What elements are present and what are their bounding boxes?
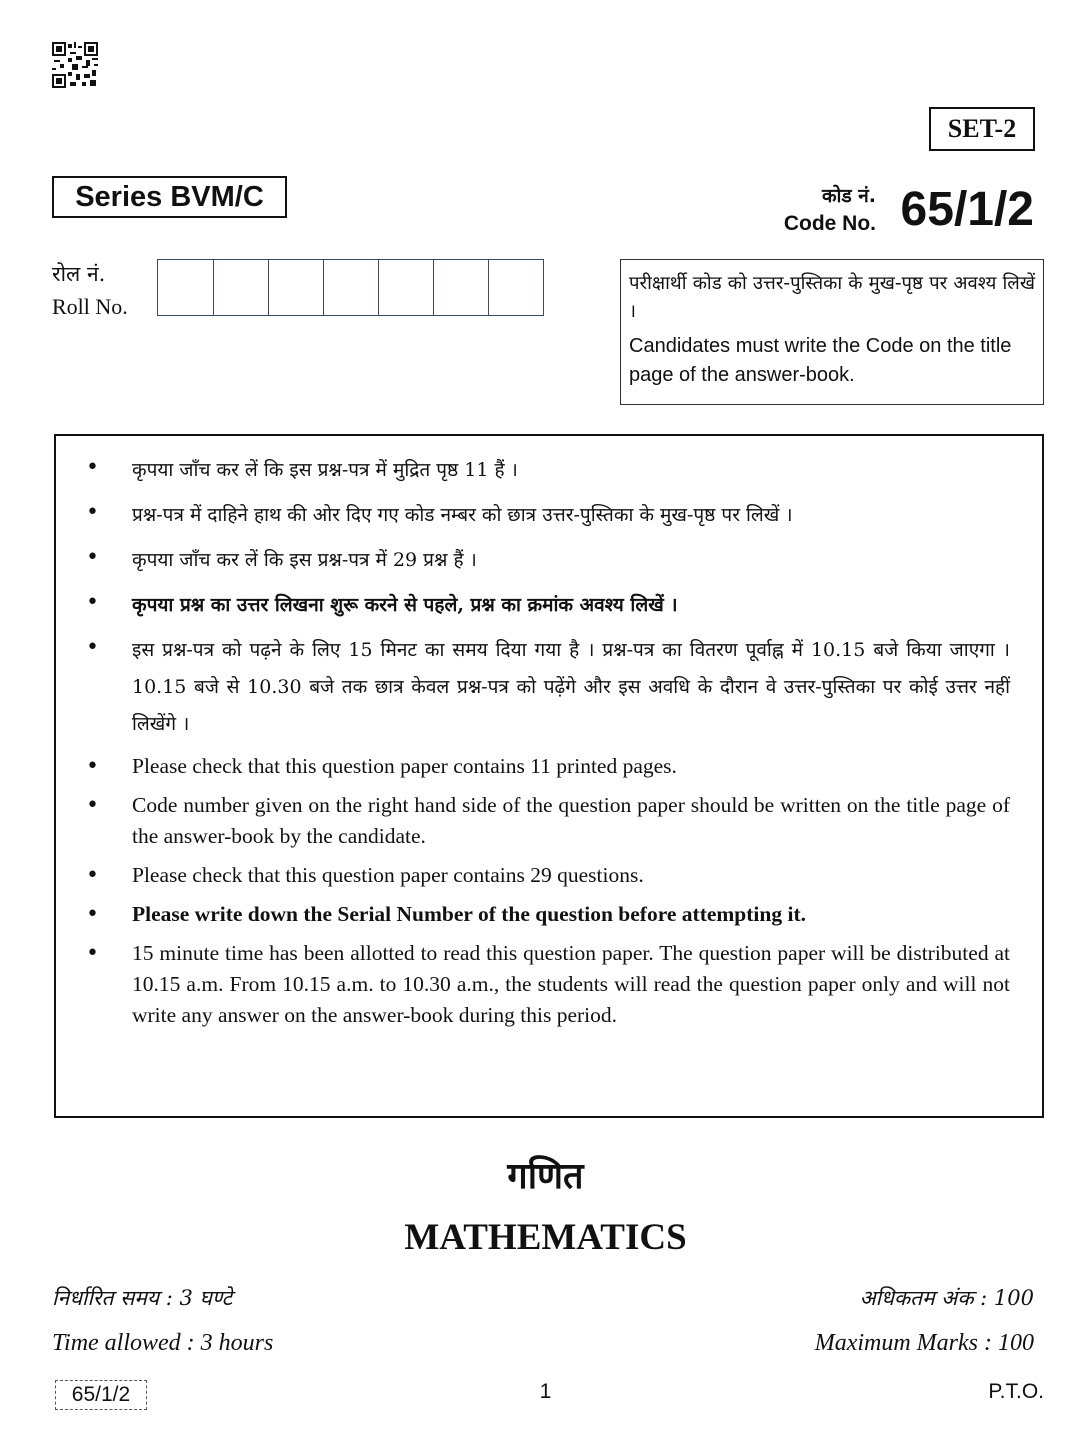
roll-digit-box[interactable] bbox=[268, 260, 323, 315]
roll-label-english: Roll No. bbox=[52, 294, 128, 319]
instruction-text: इस प्रश्न-पत्र को पढ़ने के लिए 15 मिनट का समय दिया गया है । प्रश्न-पत्र का वितरण पूर्वाह्न में 10.15 बजे किया जाएगा । 10.15 बजे से 10.30 बजे तक छात्र केवल प्रश्न-पत्र को पढ़ेंगे और इस अवधि के दौरान वे उत्तर-पुस्तिका पर कोई उत्तर नहीं लिखेंगे । bbox=[132, 639, 1010, 735]
bullet-icon: • bbox=[86, 754, 99, 779]
instructions-box bbox=[54, 434, 1044, 1118]
instruction-item bbox=[86, 587, 1010, 624]
footer-code: 65/1/2 bbox=[55, 1380, 147, 1410]
page-number: 1 bbox=[539, 1380, 552, 1403]
time-allowed-hindi: निर्धारित समय : 3 घण्टे bbox=[52, 1286, 233, 1310]
bullet-icon: • bbox=[86, 863, 99, 888]
bullet-icon: • bbox=[86, 590, 99, 615]
instruction-item bbox=[86, 790, 1010, 852]
bullet-icon: • bbox=[86, 635, 99, 660]
roll-digit-box[interactable] bbox=[488, 260, 543, 315]
bullet-icon: • bbox=[86, 941, 99, 966]
code-label-hindi: कोड नं. bbox=[821, 185, 876, 207]
instruction-text: कृपया जाँच कर लें कि इस प्रश्न-पत्र में 29 प्रश्न हैं । bbox=[132, 549, 477, 571]
bullet-icon: • bbox=[86, 455, 99, 480]
instruction-item bbox=[86, 632, 1010, 743]
roll-digit-box[interactable] bbox=[323, 260, 378, 315]
maximum-marks-hindi: अधिकतम अंक : 100 bbox=[859, 1286, 1034, 1310]
instruction-text: 15 minute time has been allotted to read this question paper. The question paper will be distributed at 10.15 a.m. From 10.15 a.m. to 10.30 a.m., the students will read the question paper only and will not write any answer on the answer-book during this period. bbox=[132, 941, 1010, 1027]
time-allowed-english: Time allowed : 3 hours bbox=[52, 1330, 274, 1356]
instruction-text: प्रश्न-पत्र में दाहिने हाथ की ओर दिए गए कोड नम्बर को छात्र उत्तर-पुस्तिका के मुख-पृष्ठ पर लिखें । bbox=[132, 504, 793, 526]
qr-code bbox=[52, 42, 98, 88]
instruction-text: Please check that this question paper contains 11 printed pages. bbox=[132, 754, 677, 778]
instruction-item bbox=[86, 542, 1010, 579]
roll-label-hindi: रोल नं. bbox=[52, 262, 106, 286]
subject-title-hindi: गणित bbox=[507, 1156, 584, 1197]
bullet-icon: • bbox=[86, 545, 99, 570]
maximum-marks-english: Maximum Marks : 100 bbox=[814, 1330, 1034, 1356]
instruction-item bbox=[86, 751, 1010, 782]
instruction-item bbox=[86, 899, 1010, 930]
roll-digit-box[interactable] bbox=[213, 260, 268, 315]
bullet-icon: • bbox=[86, 902, 99, 927]
code-instruction-box bbox=[620, 259, 1044, 405]
instruction-item bbox=[86, 497, 1010, 534]
instruction-text: Please write down the Serial Number of the question before attempting it. bbox=[132, 902, 806, 926]
instructions-list bbox=[86, 452, 1010, 1031]
roll-digit-box[interactable] bbox=[158, 260, 213, 315]
set-label: SET-2 bbox=[929, 107, 1035, 151]
code-label-english: Code No. bbox=[783, 212, 876, 235]
code-number: 65/1/2 bbox=[900, 183, 1034, 236]
instruction-text: Please check that this question paper contains 29 questions. bbox=[132, 863, 644, 887]
instruction-item bbox=[86, 860, 1010, 891]
roll-digit-box[interactable] bbox=[433, 260, 488, 315]
series-label: Series BVM/C bbox=[52, 176, 287, 218]
instruction-text: कृपया प्रश्न का उत्तर लिखना शुरू करने से पहले, प्रश्न का क्रमांक अवश्य लिखें । bbox=[132, 594, 678, 616]
roll-digit-box[interactable] bbox=[378, 260, 433, 315]
instruction-item bbox=[86, 938, 1010, 1031]
subject-title-english: MATHEMATICS bbox=[404, 1217, 687, 1258]
code-instruction-english: Candidates must write the Code on the title page of the answer-book. bbox=[629, 335, 1012, 386]
instruction-item bbox=[86, 452, 1010, 489]
instruction-text: कृपया जाँच कर लें कि इस प्रश्न-पत्र में मुद्रित पृष्ठ 11 हैं । bbox=[132, 459, 518, 481]
pto-label: P.T.O. bbox=[988, 1380, 1044, 1403]
bullet-icon: • bbox=[86, 793, 99, 818]
code-instruction-hindi: परीक्षार्थी कोड को उत्तर-पुस्तिका के मुख-पृष्ठ पर अवश्य लिखें । bbox=[629, 273, 1035, 322]
roll-number-boxes[interactable] bbox=[157, 259, 544, 316]
instruction-text: Code number given on the right hand side of the question paper should be written on the title page of the answer-book by the candidate. bbox=[132, 793, 1010, 848]
bullet-icon: • bbox=[86, 500, 99, 525]
